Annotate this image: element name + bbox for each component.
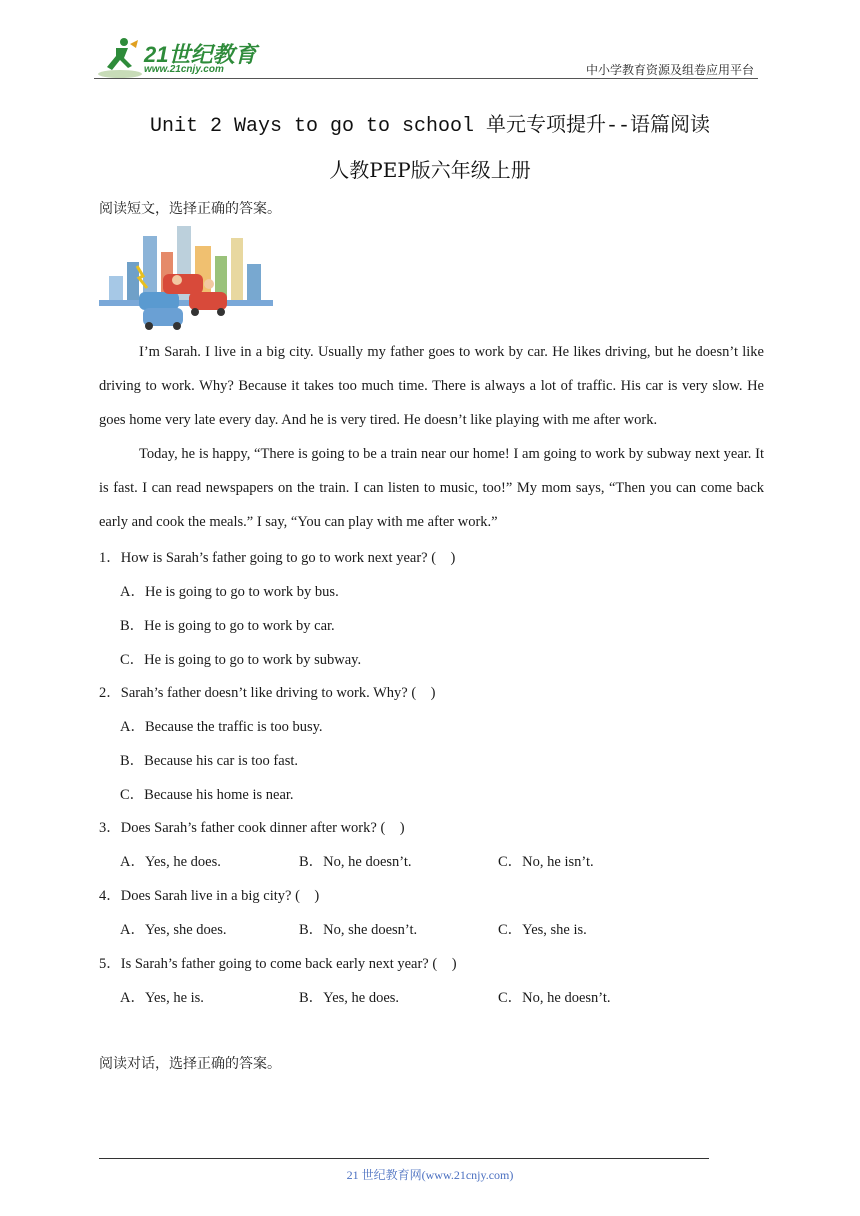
q4-option-b: B．No, she doesn’t.: [299, 922, 418, 938]
question-2: 2．Sarah’s father doesn’t like driving to work. Why? ( ): [99, 685, 436, 701]
q3-option-a: A．Yes, he does.: [120, 854, 221, 870]
page-subtitle: 人教PEP版六年级上册: [329, 158, 531, 182]
passage-text-1: I’m Sarah. I live in a big city. Usually my father goes to work by car. He likes driving, but he doesn’t like driving to work. Why? Because it takes too much time. There is always a lot of traffic. His car is very slow. He goes home very late every day. And he is very tired. He doesn’t like playing with me after work.: [99, 344, 764, 428]
platform-name: 中小学教育资源及组卷应用平台: [585, 63, 754, 77]
q1-option-b: B．He is going to go to work by car.: [120, 618, 335, 634]
logo-text: 21世纪教育: [144, 42, 257, 67]
q3-option-b: B．No, he doesn’t.: [299, 854, 412, 870]
runner-logo-icon: [94, 36, 144, 80]
q2-option-c: C．Because his home is near.: [120, 787, 294, 803]
q1-option-a: A．He is going to go to work by bus.: [120, 584, 339, 600]
city-traffic-illustration: [99, 222, 273, 334]
logo-url: www.21cnjy.com: [144, 64, 224, 75]
footer-link[interactable]: 21 世纪教育网(www.21cnjy.com): [346, 1168, 514, 1182]
question-5: 5．Is Sarah’s father going to come back early next year? ( ): [99, 956, 457, 972]
section1-instruction: 阅读短文，选择正确的答案。: [99, 201, 281, 217]
question-4: 4．Does Sarah live in a big city? ( ): [99, 888, 320, 904]
q4-option-a: A．Yes, she does.: [120, 922, 227, 938]
passage-paragraph-1: [99, 335, 764, 437]
q2-option-a: A．Because the traffic is too busy.: [120, 719, 323, 735]
q3-option-c: C．No, he isn’t.: [498, 854, 594, 870]
q5-option-b: B．Yes, he does.: [299, 990, 400, 1006]
header-divider: [94, 78, 758, 79]
q5-option-c: C．No, he doesn’t.: [498, 990, 611, 1006]
q1-option-c: C．He is going to go to work by subway.: [120, 652, 362, 668]
q5-option-a: A．Yes, he is.: [120, 990, 204, 1006]
passage-text-2: Today, he is happy, “There is going to be a train near our home! I am going to work by subway next year. It is fast. I can read newspapers on the train. I can listen to music, too!” My mom says, “Then you can come back early and cook the meals.” I say, “You can play with me after work.”: [99, 446, 764, 530]
footer-divider: [99, 1158, 709, 1159]
site-logo: [94, 36, 264, 80]
question-3: 3．Does Sarah’s father cook dinner after work? ( ): [99, 820, 405, 836]
question-1: 1．How is Sarah’s father going to go to work next year? ( ): [99, 550, 456, 566]
section2-instruction: 阅读对话，选择正确的答案。: [99, 1056, 281, 1072]
q4-option-c: C．Yes, she is.: [498, 922, 587, 938]
q2-option-b: B．Because his car is too fast.: [120, 753, 298, 769]
page-title: Unit 2 Ways to go to school 单元专项提升--语篇阅读: [149, 115, 711, 138]
passage-paragraph-2: [99, 437, 764, 539]
